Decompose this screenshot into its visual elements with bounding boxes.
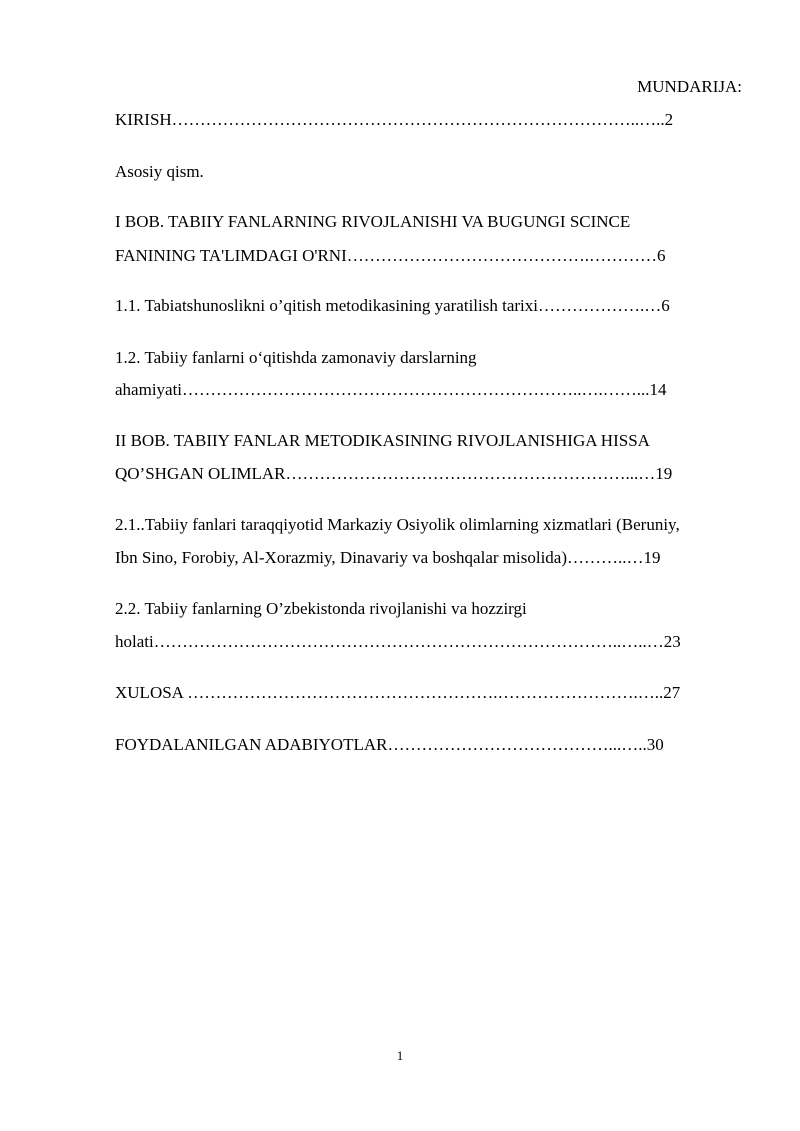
toc-entry-2-1-line-2: Ibn Sino, Forobiy, Al-Xorazmiy, Dinavariy va boshqalar misolida)………..…19 [115,548,661,567]
toc-entry-chapter-2-line-1: II BOB. TABIIY FANLAR METODIKASINING RIVOJLANISHIGA HISSA [115,431,650,450]
toc-entry-chapter-1-line-1: I BOB. TABIIY FANLARNING RIVOJLANISHI VA BUGUNGI SCINCE [115,212,631,231]
page-number: 1 [396,1048,404,1063]
toc-entry-xulosa: XULOSA ……………………………………………….…………………….…..27 [115,683,681,702]
toc-entry-2-2-line-1: 2.2. Tabiiy fanlarning O’zbekistonda rivojlanishi va hozzirgi [115,599,527,618]
toc-entry-2-2-line-2: holati………………………………………………………………………..…..…23 [115,632,681,651]
toc-entry-2-1-line-1: 2.1..Tabiiy fanlari taraqqiyotid Markaziy Osiyolik olimlarning xizmatlari (Beruniy, [115,515,680,534]
toc-entry-kirish: KIRISH………………………………………………………………………..…..2 [115,110,674,129]
toc-entry-chapter-2-line-2: QO’SHGAN OLIMLAR……………………………………………………...…19 [115,464,673,483]
toc-entry-chapter-1-line-2: FANINING TA'LIMDAGI O'RNI…………………………………….…………6 [115,246,666,265]
toc-heading: MUNDARIJA: [637,77,742,96]
toc-entry-adabiyotlar: FOYDALANILGAN ADABIYOTLAR…………………………………...…..30 [115,735,664,754]
toc-section-label: Asosiy qism. [115,162,204,181]
toc-entry-1-1: 1.1. Tabiatshunoslikni o’qitish metodikasining yaratilish tarixi……………….…6 [115,296,670,315]
toc-entry-1-2-line-1: 1.2. Tabiiy fanlarni o‘qitishda zamonaviy darslarning [115,348,477,367]
toc-entry-1-2-line-2: ahamiyati……………………………………………………………..….……...14 [115,380,667,399]
